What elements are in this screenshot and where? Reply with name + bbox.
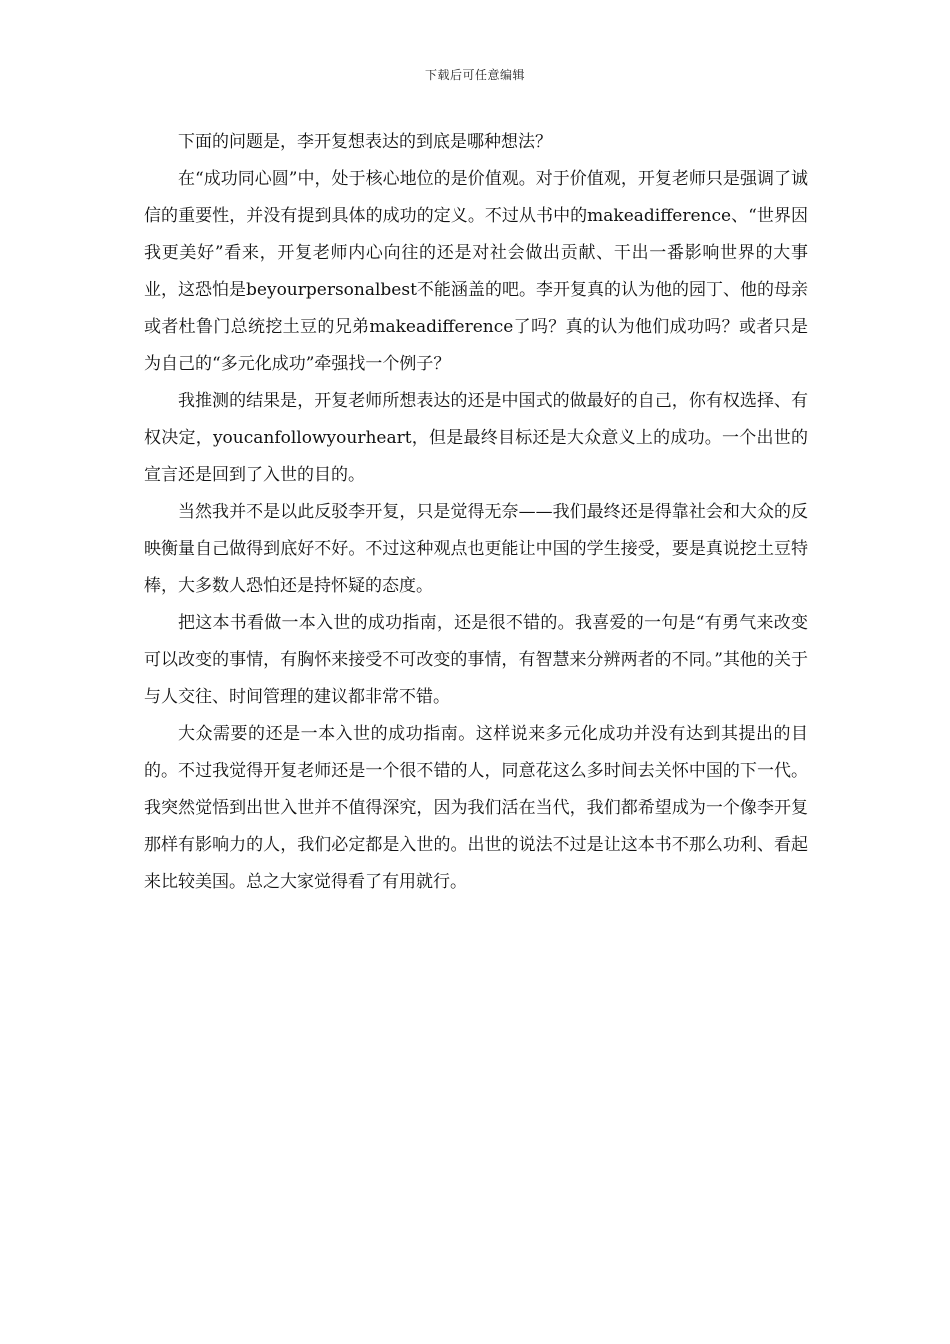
paragraph: 大众需要的还是一本入世的成功指南。这样说来多元化成功并没有达到其提出的目的。不过我觉得开复老师还是一个很不错的人，同意花这么多时间去关怀中国的下一代。我突然觉悟到出世入世并不值得深究，因为我们活在当代，我们都希望成为一个像李开复那样有影响力的人，我们必定都是入世的。出世的说法不过是让这本书不那么功利、看起来比较美国。总之大家觉得看了有用就行。 [144,724,808,892]
paragraph: 在“成功同心圆”中，处于核心地位的是价值观。对于价值观，开复老师只是强调了诚信的重要性，并没有提到具体的成功的定义。不过从书中的makeadifference、“世界因我更美好”看来，开复老师内心向往的还是对社会做出贡献、干出一番影响世界的大事业，这恐怕是beyourpersonalbest不能涵盖的吧。李开复真的认为他的园丁、他的母亲或者杜鲁门总统挖土豆的兄弟makeadifference了吗？真的认为他们成功吗？或者只是为自己的“多元化成功”牵强找一个例子？ [144,169,808,374]
page-header: 下载后可任意编辑 [424,68,525,82]
paragraph: 我推测的结果是，开复老师所想表达的还是中国式的做最好的自己，你有权选择、有权决定，youcanfollowyourheart，但是最终目标还是大众意义上的成功。一个出世的宣言还是回到了入世的目的。 [144,391,808,485]
document-body [144,124,808,901]
paragraph: 当然我并不是以此反驳李开复，只是觉得无奈——我们最终还是得靠社会和大众的反映衡量自己做得到底好不好。不过这种观点也更能让中国的学生接受，要是真说挖土豆特棒，大多数人恐怕还是持怀疑的态度。 [144,502,808,596]
paragraph: 把这本书看做一本入世的成功指南，还是很不错的。我喜爱的一句是“有勇气来改变可以改变的事情，有胸怀来接受不可改变的事情，有智慧来分辨两者的不同。”其他的关于与人交往、时间管理的建议都非常不错。 [144,613,808,707]
paragraph: 下面的问题是，李开复想表达的到底是哪种想法？ [178,132,552,152]
